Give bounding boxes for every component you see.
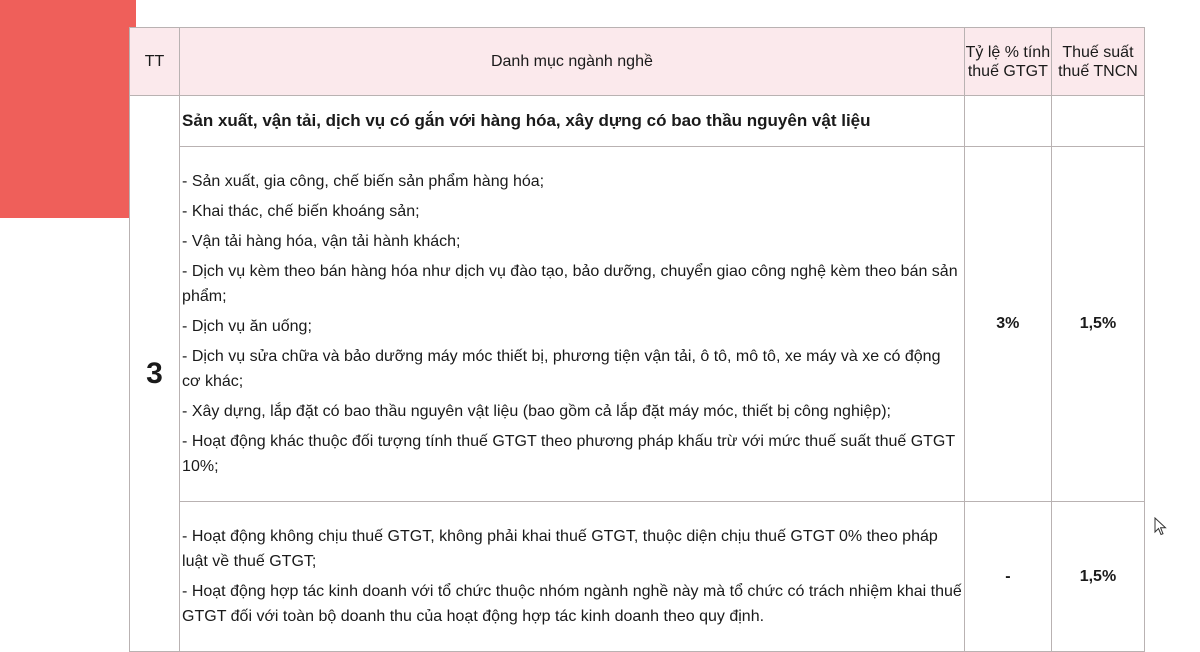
list-item: - Hoạt động khác thuộc đối tượng tính thuế GTGT theo phương pháp khấu trừ với mức thuế suất thuế GTGT 10%; [182,433,955,475]
list-item: - Dịch vụ kèm theo bán hàng hóa như dịch vụ đào tạo, bảo dưỡng, chuyển giao công nghệ kèm theo bán sản phẩm; [182,263,958,305]
header-tt: TT [130,28,180,96]
pit-rate-value: 1,5% [1051,147,1144,502]
group-title: Sản xuất, vận tải, dịch vụ có gắn với hàng hóa, xây dựng có bao thầu nguyên vật liệu [180,96,965,147]
decorative-accent-block [0,0,136,218]
header-pit-rate: Thuế suất thuế TNCN [1051,28,1144,96]
list-item: - Khai thác, chế biến khoáng sản; [182,203,420,220]
list-item: - Hoạt động hợp tác kinh doanh với tổ chức thuộc nhóm ngành nghề này mà tổ chức có trách nhiệm khai thuế GTGT đối với toàn bộ doanh thu của hoạt động hợp tác kinh doanh theo quy định. [182,583,962,625]
group-title-vat-cell [964,96,1051,147]
list-item: - Vận tải hàng hóa, vận tải hành khách; [182,233,461,250]
group-number: 3 [130,96,180,652]
list-item: - Sản xuất, gia công, chế biến sản phẩm hàng hóa; [182,173,545,190]
list-item: - Hoạt động không chịu thuế GTGT, không phải khai thuế GTGT, thuộc diện chịu thuế GTGT 0% theo pháp luật về thuế GTGT; [182,528,938,570]
header-vat-rate: Tỷ lệ % tính thuế GTGT [964,28,1051,96]
header-category: Danh mục ngành nghề [180,28,965,96]
list-item: - Dịch vụ ăn uống; [182,318,312,335]
list-item: - Dịch vụ sửa chữa và bảo dưỡng máy móc thiết bị, phương tiện vận tải, ô tô, mô tô, xe máy và xe có động cơ khác; [182,348,941,390]
tax-rate-table [129,27,1145,652]
group-title-pit-cell [1051,96,1144,147]
list-item: - Xây dựng, lắp đặt có bao thầu nguyên vật liệu (bao gồm cả lắp đặt máy móc, thiết bị công nghiệp); [182,403,891,420]
table-row [130,96,1145,147]
activity-list [180,147,965,502]
vat-rate-value: - [964,502,1051,652]
mouse-pointer-icon [1154,517,1168,537]
activity-list [180,502,965,652]
table-row [130,147,1145,502]
table-header-row [130,28,1145,96]
table-row [130,502,1145,652]
pit-rate-value: 1,5% [1051,502,1144,652]
vat-rate-value: 3% [964,147,1051,502]
